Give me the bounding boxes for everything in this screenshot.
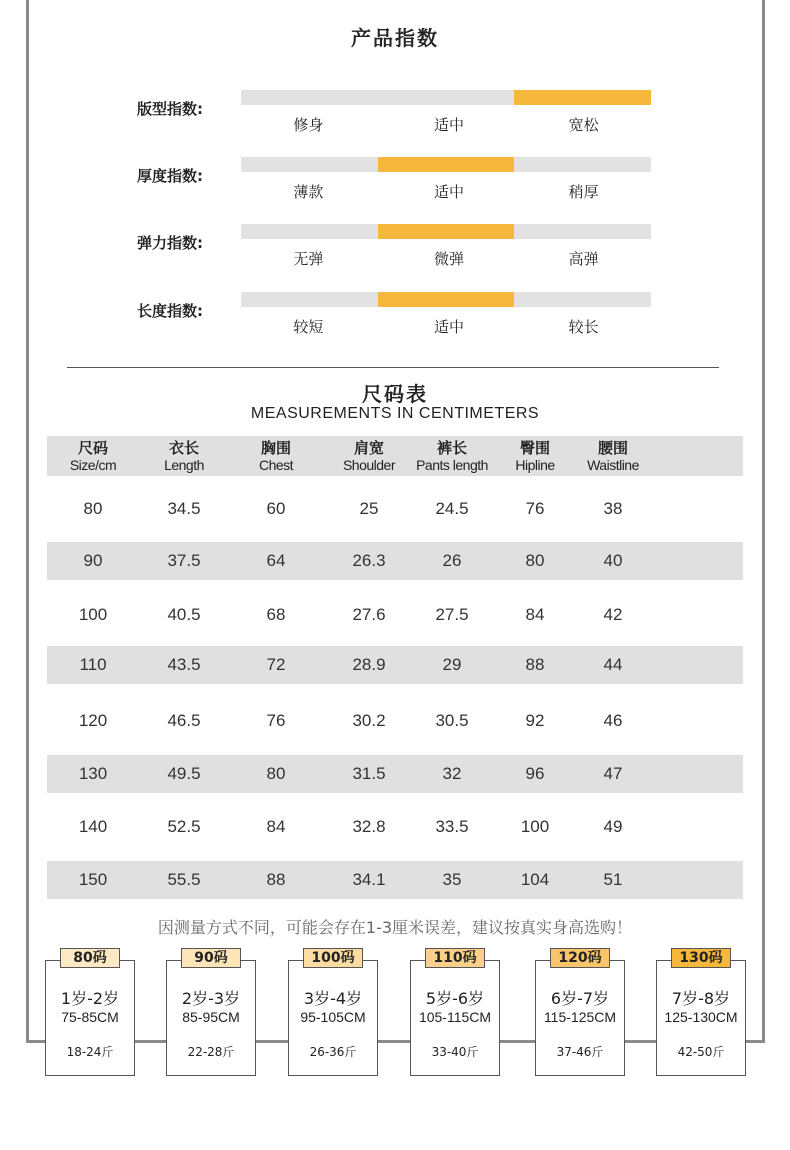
card-weight: 33-40斤 [431,1045,479,1059]
header-en-label: Waistline [587,457,639,473]
card-height: 115-125CM [543,1009,617,1025]
table-cell: 100 [78,605,108,624]
card-weight: 22-28斤 [187,1045,235,1059]
index-option-label: 宽松 [568,116,599,134]
index-option-label: 微弹 [434,250,465,268]
index-options [241,248,651,269]
table-cell: 90 [83,551,103,570]
table-cell: 120 [78,711,108,730]
table-cell: 150 [78,870,108,889]
table-header-cell [568,439,658,474]
index-segment-selected [378,292,515,307]
table-cell: 27.6 [352,605,386,624]
index-option-label: 适中 [434,183,465,201]
table-row [47,702,743,740]
index-row [0,90,790,150]
table-cell: 43.5 [167,655,201,674]
card-age: 3岁-4岁 [303,989,363,1008]
table-cell: 29 [442,655,462,674]
table-cell: 34.1 [352,870,386,889]
size-guide-card [288,960,378,1076]
header-zh-label: 腰围 [597,439,628,457]
header-zh-label: 臀围 [519,439,550,457]
size-chart-subtitle: MEASUREMENTS IN CENTIMETERS [250,405,540,422]
size-guide-card [535,960,625,1076]
card-age: 7岁-8岁 [671,989,731,1008]
table-cell: 35 [442,870,462,889]
table-cell: 31.5 [352,764,386,783]
table-row [47,755,743,793]
table-cell: 80 [83,499,103,518]
table-cell: 76 [525,499,545,518]
card-size-tag: 90码 [181,948,241,968]
size-guide-card [410,960,500,1076]
table-header-cell [324,439,414,474]
table-cell: 110 [79,655,107,674]
size-table-header [47,436,743,476]
table-cell: 51 [603,870,623,889]
card-size-tag: 80码 [60,948,120,968]
index-label: 厚度指数: [137,167,203,185]
size-guide-card [656,960,746,1076]
table-cell: 25 [359,499,379,518]
table-row [47,808,743,846]
table-cell: 52.5 [167,817,201,836]
index-row [0,224,790,284]
card-size-tag: 130码 [671,948,731,968]
table-cell: 96 [525,764,545,783]
section-divider [67,367,719,368]
table-cell: 84 [266,817,286,836]
table-header-cell [231,439,321,474]
index-option-label: 无弹 [293,250,324,268]
table-cell: 92 [525,711,545,730]
card-weight: 37-46斤 [556,1045,604,1059]
table-cell: 37.5 [167,551,201,570]
table-cell: 24.5 [435,499,469,518]
table-cell: 34.5 [167,499,201,518]
index-label: 长度指数: [137,302,203,320]
card-height: 95-105CM [300,1009,366,1025]
card-weight: 26-36斤 [309,1045,357,1059]
index-options [241,316,651,337]
index-bar [241,90,651,105]
header-en-label: Chest [258,457,294,473]
index-segment [514,157,651,172]
index-option-label: 修身 [293,116,324,134]
table-cell: 100 [520,817,550,836]
index-segment [514,224,651,239]
card-height: 75-85CM [61,1009,119,1025]
product-index-title: 产品指数 [351,26,439,50]
table-cell: 46.5 [167,711,201,730]
card-size-tag: 100码 [303,948,363,968]
card-age: 2岁-3岁 [181,989,241,1008]
table-row [47,861,743,899]
frame-bottom-border [26,1040,765,1043]
header-zh-label: 裤长 [436,439,467,457]
header-zh-label: 肩宽 [353,439,384,457]
table-cell: 88 [266,870,286,889]
index-segment [241,157,378,172]
table-cell: 49 [603,817,623,836]
header-en-label: Hipline [515,457,555,473]
table-row [47,596,743,634]
table-cell: 84 [525,605,545,624]
measurement-note: 因测量方式不同，可能会存在1-3厘米误差，建议按真实身高选购！ [157,918,633,937]
index-segment-selected [378,157,515,172]
index-option-label: 稍厚 [568,183,599,201]
index-segment [241,224,378,239]
table-cell: 27.5 [435,605,469,624]
index-row [0,292,790,352]
table-cell: 130 [78,764,108,783]
table-header-cell [48,439,138,474]
size-chart-title: 尺码表 [362,382,428,406]
table-cell: 104 [520,870,550,889]
table-cell: 28.9 [352,655,386,674]
table-cell: 46 [603,711,623,730]
card-size-tag: 120码 [550,948,610,968]
index-label: 版型指数: [137,100,203,118]
table-cell: 68 [266,605,286,624]
table-cell: 33.5 [435,817,469,836]
table-cell: 88 [525,655,545,674]
header-zh-label: 胸围 [260,439,291,457]
size-guide-card [45,960,135,1076]
table-cell: 26.3 [352,551,386,570]
table-cell: 40 [603,551,623,570]
index-bar [241,224,651,239]
table-cell: 42 [603,605,623,624]
index-options [241,181,651,202]
table-cell: 80 [525,551,545,570]
table-header-cell [407,439,497,474]
table-cell: 44 [603,655,623,674]
header-en-label: Shoulder [342,457,396,473]
table-cell: 64 [266,551,286,570]
card-size-tag: 110码 [425,948,485,968]
table-cell: 32.8 [352,817,386,836]
header-en-label: Pants length [416,457,488,473]
header-en-label: Length [164,457,204,473]
card-weight: 18-24斤 [66,1045,114,1059]
index-option-label: 适中 [434,116,465,134]
card-height: 125-130CM [664,1009,738,1025]
card-age: 1岁-2岁 [60,989,120,1008]
table-header-cell [139,439,229,474]
table-cell: 72 [266,655,286,674]
index-option-label: 高弹 [568,250,599,268]
header-zh-label: 衣长 [168,439,199,457]
header-en-label: Size/cm [69,457,117,473]
index-segment-selected [378,224,515,239]
index-option-label: 适中 [434,318,465,336]
table-cell: 30.5 [435,711,469,730]
index-option-label: 较短 [293,318,324,336]
header-zh-label: 尺码 [77,439,108,457]
table-cell: 76 [266,711,286,730]
table-cell: 80 [266,764,286,783]
index-bar [241,157,651,172]
table-cell: 140 [78,817,108,836]
card-height: 85-95CM [182,1009,240,1025]
table-row [47,490,743,528]
index-option-label: 较长 [568,318,599,336]
table-header-cell [490,439,580,474]
table-cell: 26 [442,551,462,570]
index-options [241,114,651,135]
index-segment [378,90,515,105]
index-segment-selected [514,90,651,105]
card-age: 6岁-7岁 [550,989,610,1008]
index-row [0,157,790,217]
index-segment [241,292,378,307]
index-label: 弹力指数: [137,234,203,252]
table-cell: 30.2 [352,711,386,730]
table-cell: 47 [603,764,623,783]
table-row [47,542,743,580]
table-cell: 60 [266,499,286,518]
card-age: 5岁-6岁 [425,989,485,1008]
index-segment [514,292,651,307]
table-cell: 49.5 [167,764,201,783]
size-guide-card [166,960,256,1076]
index-bar [241,292,651,307]
card-weight: 42-50斤 [677,1045,725,1059]
table-cell: 40.5 [167,605,201,624]
index-option-label: 薄款 [293,183,324,201]
table-cell: 55.5 [167,870,201,889]
table-cell: 32 [442,764,462,783]
index-segment [241,90,378,105]
table-cell: 38 [603,499,623,518]
table-row [47,646,743,684]
card-height: 105-115CM [418,1009,492,1025]
